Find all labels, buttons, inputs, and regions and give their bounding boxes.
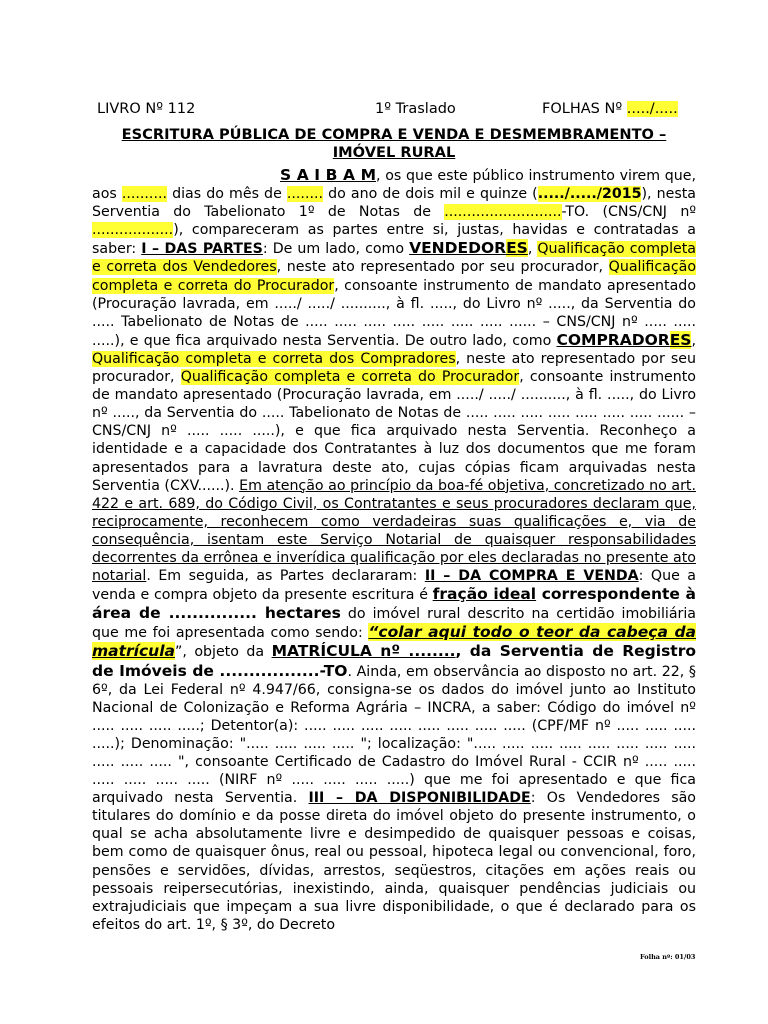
section-availability-heading: III – DA DISPONIBILIDADE [308,790,531,807]
sellers-qualification-placeholder: Qualificação completa e correta dos Vendedores [92,241,696,276]
body-text: do imóvel rural descrito na certidão imobiliária que me foi apresentada como sendo: [92,606,696,642]
body-text: , os que este público instrumento virem que, aos [92,168,696,203]
buyers-qualification-placeholder: Qualificação completa e correta dos Compradores [92,350,456,367]
sheet-label: FOLHAS Nº [542,101,623,117]
body-text: ), compareceram as partes entre si, justas, havidas e contratadas a saber: [92,222,696,258]
day-placeholder: .......... [121,186,167,203]
ideal-fraction: fração ideal [432,585,537,604]
body-text: : De um lado, como [262,241,410,258]
sellers-label-root: VENDEDOR [409,239,507,258]
sellers-label-plural: ES [506,239,528,258]
section-parties-heading: I – DAS PARTES [141,241,263,258]
buyers-label-root: COMPRADOR [556,330,670,349]
book-number: LIVRO Nº 112 [97,101,196,117]
body-text: ), nesta Serventia do Tabelionato 1º de Notas de [92,186,696,221]
body-text: , [527,241,538,258]
body-text: dias do mês de [166,186,287,203]
document-title: ESCRITURA PÚBLICA DE COMPRA E VENDA E DESMEMBRAMENTO – IMÓVEL RURAL [121,126,667,161]
buyers-label-plural: ES [669,330,692,349]
saibam-opening: S A I B A M [280,166,376,184]
document-header [0,101,768,121]
cns-placeholder: .................. [92,222,174,239]
body-text: , neste ato representado por seu procurador, [92,350,696,386]
registry-office: , da Serventia de Registro de Imóveis de .................-TO [92,642,696,680]
body-text: ”, objeto da [174,644,272,661]
sheet-number [542,101,678,117]
copy-number: 1º Traslado [375,101,456,117]
body-text: . Em seguida, as Partes declararam: [146,568,425,585]
good-faith-clause: Em atenção ao princípio da boa-fé objetiva, concretizado no art. 422 e art. 689, do Código Civil, os Contratantes e seus procuradores declaram que, reciprocamente, reconhecem como verdadeiras suas qualificações e, via de consequência, isentam este Serviço Notarial de quaisquer responsabilidades decorrentes da errônea e inverídica qualificação por eles declaradas no presente ato notarial [92,477,696,585]
body-text: do ano de dois mil e quinze ( [323,186,538,203]
buyers-attorney-placeholder: Qualificação completa e correta do Procurador [180,369,520,386]
month-placeholder: ........ [286,186,323,203]
matricula-text-placeholder: “colar aqui todo o teor da cabeça da matrícula [92,623,697,661]
body-text: , consoante instrumento de mandato apresentado (Procuração lavrada, em ...../ ...../ .........., à fl. ....., do Livro nº ....., da Serventia do ..... Tabelionato de Notas de ..... ..... ..... ..... ..... ..... ..... ...... – CNS/CNJ nº ..... ..... .....), e que fica arquivado nesta Serventia. Reconheço a identidade e a capacidade dos Contratantes à luz dos documentos que me foram apresentados para a lavratura deste ato, cujas cópias ficam arquivadas nesta Serventia (CXV......). [92,369,696,494]
area-hectares: correspondente à área de ............... hectares [92,585,696,623]
body-text: : Os Vendedores são titulares do domínio e da posse direta do imóvel objeto do presente instrumento, o qual se acha absolutamente livre e desimpedido de quaisquer pessoas e coisas, bem como de quaisquer ônus, real ou pessoal, hipoteca legal ou convencional, foro, pensões e servidões, dívidas, arrestos, seqüestros, citações em ações reais ou pessoais reipersecutórias, inexistindo, ainda, quaisquer pendências judiciais ou extrajudiciais que impeçam a sua livre disponibilidade, o que é declarado para os efeitos do art. 1º, § 3º, do Decreto [92,790,696,933]
date-placeholder: ...../...../2015 [537,186,642,203]
buyers-label [556,331,691,349]
body-text: , neste ato representado por seu procurador, [276,259,609,276]
city-placeholder: .......................... [444,204,562,221]
body-text: -TO. (CNS/CNJ nº [561,204,697,221]
page-footer: Folha nº: 01/03 [640,953,696,961]
section-sale-heading: II – DA COMPRA E VENDA [424,568,639,585]
body-text: , consoante instrumento de mandato apresentado (Procuração lavrada, em ...../ ...../ .........., à fl. ....., do Livro nº ....., da Serventia do ..... Tabelionato de Notas de ..... ..... ..... ..... ..... ..... ..... ...... – CNS/CNJ nº ..... ..... .....), e que fica arquivado nesta Serventia. De outro lado, como [92,277,696,349]
sheet-value: ...../..... [626,101,678,117]
sellers-label [409,239,528,257]
matricula-number: MATRÍCULA nº ........ [271,642,456,661]
body-text: , [691,332,696,349]
sellers-attorney-placeholder: Qualificação completa e correta do Procurador [92,259,696,294]
body-text: : Que a venda e compra objeto da presente escritura é [92,568,696,604]
body-text: . Ainda, em observância ao disposto no art. 22, § 6º, da Lei Federal nº 4.947/66, consigna-se os dados do imóvel junto ao Instituto Nacional de Colonização e Reforma Agrária – INCRA, a saber: Código do imóvel nº ..... ..... ..... .....; Detentor(a): ..... ..... ..... ..... ..... ..... ..... ..... (CPF/MF nº ..... ..... ..... .....); Denominação: "..... ..... ..... ..... "; localização: "..... ..... ..... ..... ..... ..... ..... ..... ..... ..... ..... ", consoante Certificado de Cadastro do Imóvel Rural - CCIR nº ..... ..... ..... ..... ..... ..... (NIRF nº ..... ..... ..... .....) que me foi apresentado e que fica arquivado nesta Serventia. [92,663,696,807]
document-body [92,166,696,934]
